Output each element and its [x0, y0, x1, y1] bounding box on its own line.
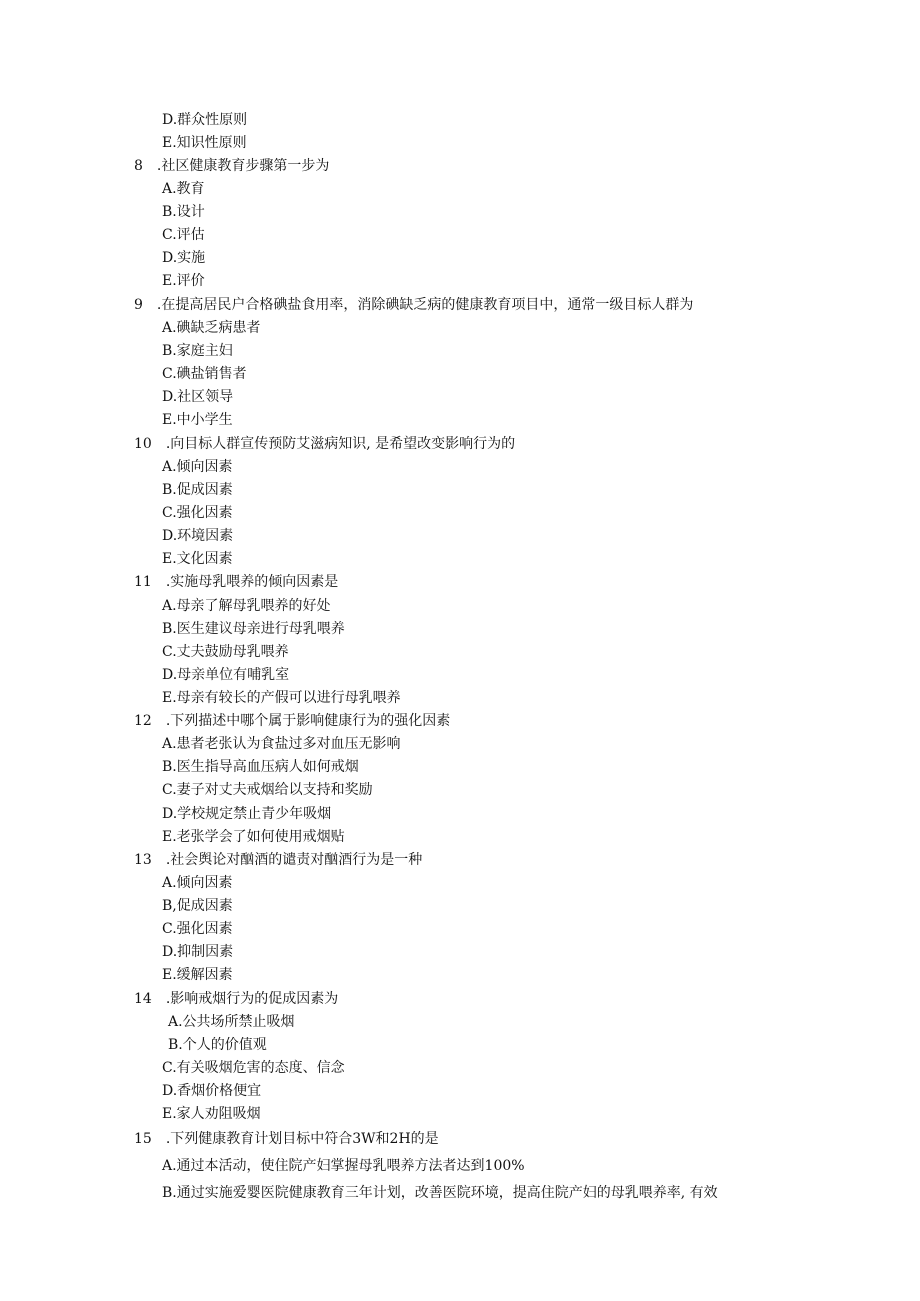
option-line: B.个人的价值观	[168, 1037, 267, 1053]
question-line: 11 .实施母乳喂养的倾向因素是	[134, 574, 339, 590]
option-line: A.倾向因素	[162, 875, 233, 891]
option-line: E.文化因素	[162, 551, 233, 567]
option-line: B.设计	[162, 204, 205, 220]
option-line: D.群众性原则	[162, 112, 248, 128]
option-line: C.评估	[162, 227, 205, 243]
option-line: B,促成因素	[162, 898, 233, 914]
option-line: C.强化因素	[162, 921, 233, 937]
option-line: A.倾向因素	[162, 459, 233, 475]
option-line: D.社区领导	[162, 389, 234, 405]
option-line: A.通过本活动，使住院产妇掌握母乳喂养方法者达到100%	[162, 1158, 525, 1174]
question-line: 13 .社会舆论对酗酒的谴责对酗酒行为是一种	[134, 852, 423, 868]
question-line: 10 .向目标人群宣传预防艾滋病知识, 是希望改变影响行为的	[134, 436, 516, 452]
question-line: 9 .在提高居民户合格碘盐食用率，消除碘缺乏病的健康教育项目中，通常一级目标人群为	[134, 297, 694, 313]
option-line: E.母亲有较长的产假可以进行母乳喂养	[162, 690, 401, 706]
option-line: E.家人劝阻吸烟	[162, 1106, 261, 1122]
option-line: C.有关吸烟危害的态度、信念	[162, 1060, 345, 1076]
option-line: B.家庭主妇	[162, 343, 233, 359]
option-line: D.环境因素	[162, 528, 234, 544]
option-line: D.实施	[162, 250, 206, 266]
option-line: E.评价	[162, 273, 205, 289]
option-line: C.妻子对丈夫戒烟给以支持和奖励	[162, 782, 373, 798]
option-line: D.母亲单位有哺乳室	[162, 667, 290, 683]
option-line: E.缓解因素	[162, 967, 233, 983]
option-line: A.患者老张认为食盐过多对血压无影响	[162, 736, 401, 752]
option-line: D.抑制因素	[162, 944, 234, 960]
option-line: D.香烟价格便宜	[162, 1083, 262, 1099]
question-line: 8 .社区健康教育步骤第一步为	[134, 158, 330, 174]
question-line: 12 .下列描述中哪个属于影响健康行为的强化因素	[134, 713, 451, 729]
option-line: E.知识性原则	[162, 135, 247, 151]
option-line: C.强化因素	[162, 505, 233, 521]
option-line: B.通过实施爱婴医院健康教育三年计划，改善医院环境，提高住院产妇的母乳喂养率, 有效	[162, 1185, 718, 1201]
question-line: 14 .影响戒烟行为的促成因素为	[134, 991, 339, 1007]
option-line: E.老张学会了如何使用戒烟贴	[162, 829, 345, 845]
option-line: A.教育	[162, 181, 205, 197]
question-line: 15 .下列健康教育计划目标中符合3W和2H的是	[134, 1131, 439, 1147]
option-line: B.促成因素	[162, 482, 233, 498]
option-line: C.碘盐销售者	[162, 366, 247, 382]
option-line: D.学校规定禁止青少年吸烟	[162, 806, 332, 822]
option-line: B.医生指导高血压病人如何戒烟	[162, 759, 359, 775]
option-line: B.医生建议母亲进行母乳喂养	[162, 621, 345, 637]
option-line: A.碘缺乏病患者	[162, 320, 261, 336]
option-line: A.公共场所禁止吸烟	[168, 1014, 295, 1030]
option-line: A.母亲了解母乳喂养的好处	[162, 598, 331, 614]
option-line: E.中小学生	[162, 412, 233, 428]
option-line: C.丈夫鼓励母乳喂养	[162, 644, 289, 660]
